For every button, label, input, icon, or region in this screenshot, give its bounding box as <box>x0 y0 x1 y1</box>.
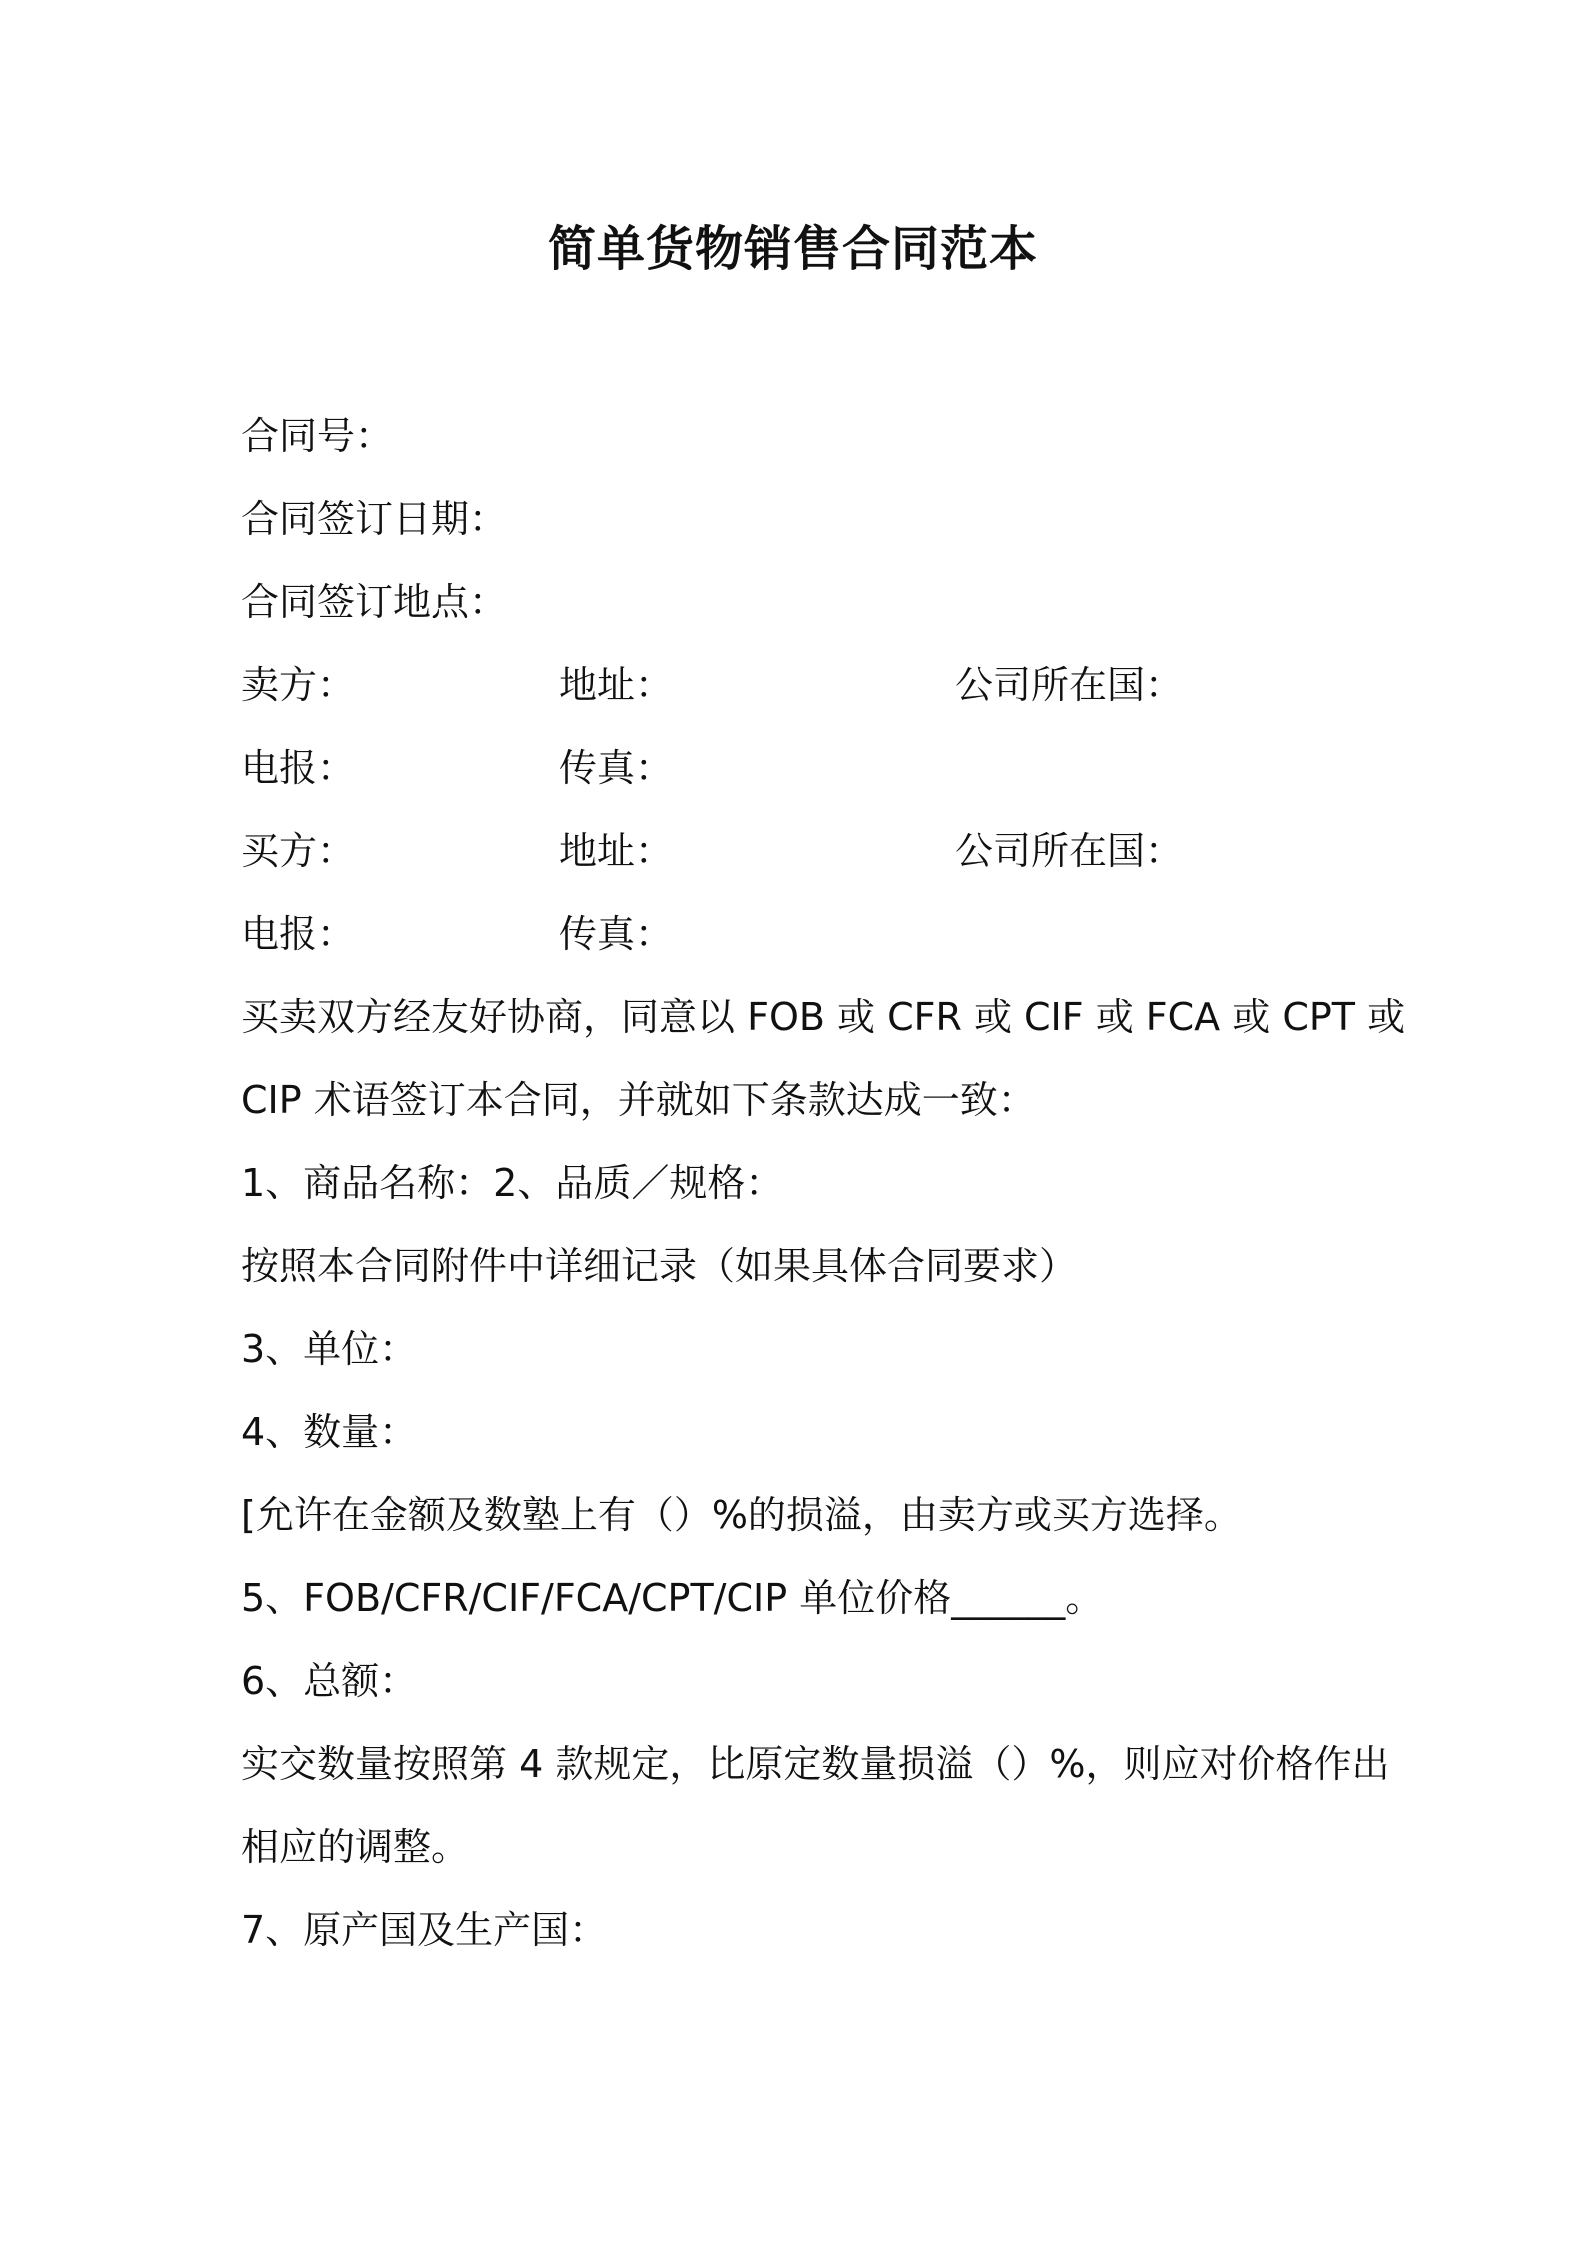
seller-label: 卖方： <box>241 663 356 707</box>
body-paragraph: CIP 术语签订本合同，并就如下条款达成一致： <box>241 1078 1036 1122</box>
body-paragraph: 4、数量： <box>241 1410 418 1454</box>
buyer-telegram-label: 电报： <box>241 912 356 956</box>
seller-country-label: 公司所在国： <box>955 663 1184 707</box>
body-paragraph: 5、FOB/CFR/CIF/FCA/CPT/CIP 单位价格______。 <box>241 1576 1104 1620</box>
body-paragraph: 6、总额： <box>241 1659 418 1703</box>
seller-fax-label: 传真： <box>559 746 674 790</box>
body-paragraph: 7、原产国及生产国： <box>241 1908 608 1952</box>
buyer-fax-label: 传真： <box>559 912 674 956</box>
body-paragraph: 3、单位： <box>241 1327 418 1371</box>
body-paragraph: [允许在金额及数塾上有（）%的损溢，由卖方或买方选择。 <box>241 1493 1242 1537</box>
body-paragraph: 买卖双方经友好协商，同意以 FOB 或 CFR 或 CIF 或 FCA 或 CPT 或 <box>241 995 1406 1039</box>
seller-telegram-label: 电报： <box>241 746 356 790</box>
buyer-label: 买方： <box>241 829 356 873</box>
body-paragraph: 按照本合同附件中详细记录（如果具体合同要求） <box>241 1244 1078 1288</box>
buyer-country-label: 公司所在国： <box>955 829 1184 873</box>
body-paragraph: 1、商品名称：2、品质／规格： <box>241 1161 784 1205</box>
document-title: 简单货物销售合同范本 <box>547 221 1038 277</box>
contract-number-label: 合同号： <box>241 414 394 458</box>
body-paragraph: 相应的调整。 <box>241 1825 470 1869</box>
buyer-address-label: 地址： <box>559 829 674 873</box>
seller-address-label: 地址： <box>559 663 674 707</box>
sign-place-label: 合同签订地点： <box>241 580 508 624</box>
sign-date-label: 合同签订日期： <box>241 497 508 541</box>
body-paragraph: 实交数量按照第 4 款规定，比原定数量损溢（）%，则应对价格作出 <box>241 1742 1390 1786</box>
